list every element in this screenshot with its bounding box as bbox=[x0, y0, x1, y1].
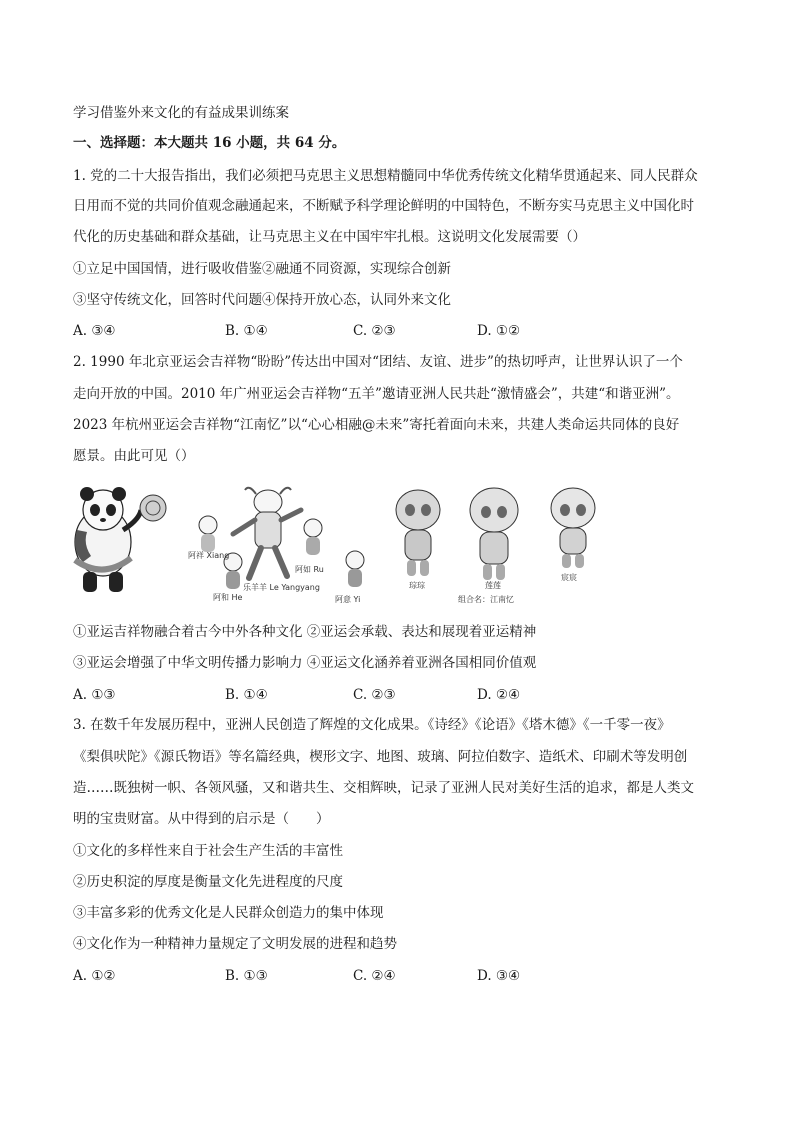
q3-statement: ③丰富多彩的优秀文化是人民群众创造力的集中体现 bbox=[73, 905, 384, 921]
q1-line: 代化的历史基础和群众基础，让马克思主义在中国牢牢扎根。这说明文化发展需要（） bbox=[73, 229, 586, 245]
q3-line: 3. 在数千年发展历程中，亚洲人民创造了辉煌的文化成果。《诗经》《论语》《塔木德》《一千零一夜》 bbox=[73, 717, 671, 733]
option-d[interactable]: D. ③④ bbox=[477, 968, 521, 984]
q3-line: 《梨俱吠陀》《源氏物语》等名篇经典，楔形文字、地图、玻璃、阿拉伯数字、造纸术、印刷术等发明创 bbox=[73, 749, 688, 765]
option-b[interactable]: B. ①④ bbox=[225, 323, 268, 339]
q3-statement: ④文化作为一种精神力量规定了文明发展的进程和趋势 bbox=[73, 936, 397, 952]
option-b[interactable]: B. ①④ bbox=[225, 687, 268, 703]
robot-label: 莲莲 bbox=[485, 581, 501, 590]
option-d[interactable]: D. ②④ bbox=[477, 687, 521, 703]
section-heading: 一、选择题：本大题共 16 小题，共 64 分。 bbox=[73, 135, 346, 151]
goat-mascots-icon bbox=[199, 488, 364, 589]
goat-label: 阿如 Ru bbox=[295, 565, 324, 574]
option-c[interactable]: C. ②④ bbox=[353, 968, 396, 984]
robot-mascots-icon bbox=[396, 488, 595, 580]
option-a[interactable]: A. ①③ bbox=[73, 687, 116, 703]
option-a[interactable]: A. ①② bbox=[73, 968, 116, 984]
q1-statement: ③坚守传统文化，回答时代问题④保持开放心态，认同外来文化 bbox=[73, 292, 451, 308]
document-title: 学习借鉴外来文化的有益成果训练案 bbox=[73, 105, 289, 121]
goat-label: 阿意 Yi bbox=[335, 595, 361, 604]
q2-line: 愿景。由此可见（） bbox=[73, 448, 195, 464]
q3-statement: ②历史积淀的厚度是衡量文化先进程度的尺度 bbox=[73, 874, 343, 890]
option-c[interactable]: C. ②③ bbox=[353, 687, 396, 703]
option-b[interactable]: B. ①③ bbox=[225, 968, 268, 984]
q2-line: 2023 年杭州亚运会吉祥物“江南忆”以“心心相融@未来”寄托着面向未来，共建人类命运共同体的良好 bbox=[73, 417, 680, 433]
q3-line: 明的宝贵财富。从中得到的启示是（ ） bbox=[73, 811, 330, 827]
goat-label: 阿祥 Xiang bbox=[188, 551, 230, 560]
mascot-illustration bbox=[73, 480, 608, 610]
robot-label: 琮琮 bbox=[409, 581, 425, 590]
group-name-label: 组合名：江南忆 bbox=[458, 595, 514, 604]
q1-line: 日用而不觉的共同价值观念融通起来，不断赋予科学理论鲜明的中国特色，不断夯实马克思主义中国化时 bbox=[73, 198, 694, 214]
q2-line: 2. 1990 年北京亚运会吉祥物“盼盼”传达出中国对“团结、友谊、进步”的热切呼声，让世界认识了一个 bbox=[73, 354, 683, 370]
q1-line: 1. 党的二十大报告指出，我们必须把马克思主义思想精髓同中华优秀传统文化精华贯通起来、同人民群众 bbox=[73, 168, 698, 184]
q2-statement: ③亚运会增强了中华文明传播力影响力 ④亚运文化涵养着亚洲各国相同价值观 bbox=[73, 655, 537, 671]
option-a[interactable]: A. ③④ bbox=[73, 323, 116, 339]
q1-statement: ①立足中国国情，进行吸收借鉴②融通不同资源，实现综合创新 bbox=[73, 261, 451, 277]
q3-line: 造……既独树一帜、各领风骚，又和谐共生、交相辉映，记录了亚洲人民对美好生活的追求，都是人类文 bbox=[73, 780, 694, 796]
option-c[interactable]: C. ②③ bbox=[353, 323, 396, 339]
q2-statement: ①亚运吉祥物融合着古今中外各种文化 ②亚运会承载、表达和展现着亚运精神 bbox=[73, 624, 537, 640]
panda-mascot-icon bbox=[75, 487, 166, 592]
goat-label: 乐羊羊 Le Yangyang bbox=[243, 583, 320, 592]
robot-label: 宸宸 bbox=[561, 573, 577, 582]
goat-label: 阿和 He bbox=[213, 593, 243, 602]
q2-line: 走向开放的中国。2010 年广州亚运会吉祥物“五羊”邀请亚洲人民共赴“激情盛会”，共建“和谐亚洲”。 bbox=[73, 386, 680, 402]
option-d[interactable]: D. ①② bbox=[477, 323, 521, 339]
q3-statement: ①文化的多样性来自于社会生产生活的丰富性 bbox=[73, 843, 343, 859]
